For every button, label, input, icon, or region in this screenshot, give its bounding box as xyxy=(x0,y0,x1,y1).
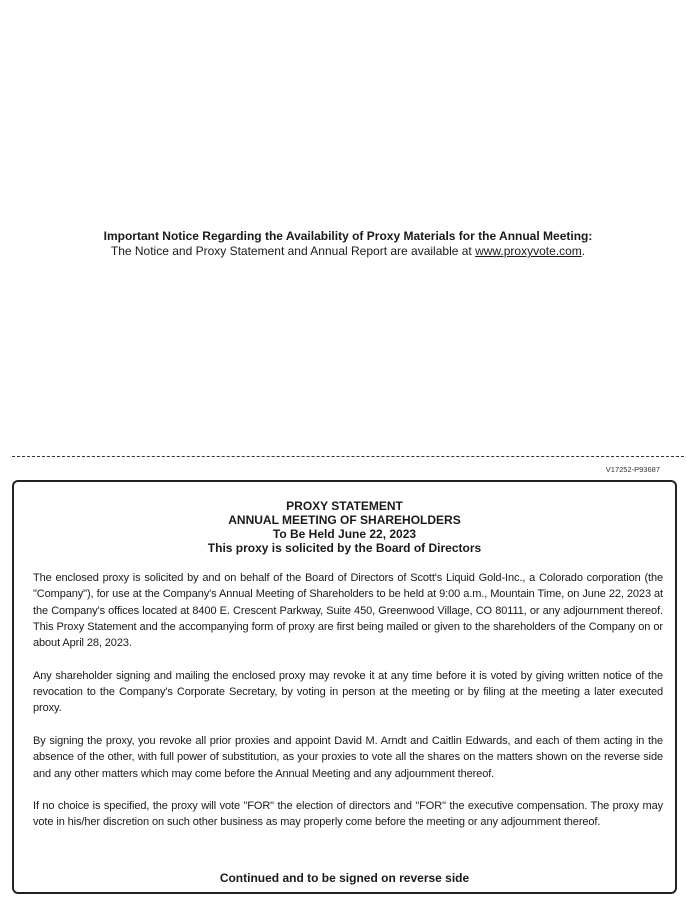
proxy-header-title: PROXY STATEMENT xyxy=(286,499,403,513)
notice-title: Important Notice Regarding the Availability of Proxy Materials for the Annual Meeting: xyxy=(103,229,593,243)
paragraph-solicitation: The enclosed proxy is solicited by and on behalf of the Board of Directors of Scott's Liquid Gold-Inc., a Colorado corporation (the "Company"), for use at the Company's Annual Meeting of Shareholders to be held at 9:00 a.m., Mountain Time, on June 22, 2023 at the Company's offices located at 8400 E. Crescent Parkway, Suite 450, Greenwood Village, CO 80111, or any adjournment thereof. This Proxy Statement and the accompanying form of proxy are first being mailed or given to the shareholders of the Company on or about April 28, 2023. xyxy=(33,572,663,650)
proxy-header-solicitation: This proxy is solicited by the Board of Directors xyxy=(207,541,482,555)
proxy-materials-notice xyxy=(0,229,696,259)
notice-text xyxy=(0,244,696,259)
perforation-line xyxy=(12,456,684,457)
notice-text-suffix: . xyxy=(581,244,586,258)
proxyvote-link[interactable]: www.proxyvote.com xyxy=(475,244,582,258)
proxy-header-date: To Be Held June 22, 2023 xyxy=(272,527,417,541)
job-code: V17252-P93687 xyxy=(605,465,660,474)
proxy-header-meeting: ANNUAL MEETING OF SHAREHOLDERS xyxy=(228,513,461,527)
paragraph-default-vote: If no choice is specified, the proxy will vote "FOR" the election of directors and "FOR" the executive compensation. The proxy may vote in his/her discretion on such other business as may properly come before the meeting or any adjournment thereof. xyxy=(33,800,663,829)
paragraph-revocation: Any shareholder signing and mailing the enclosed proxy may revoke it at any time before it is voted by giving written notice of the revocation to the Company's Corporate Secretary, by voting in person at the meeting or by filing at the meeting a later executed proxy. xyxy=(33,669,663,715)
proxy-body xyxy=(33,570,663,847)
notice-text-prefix: The Notice and Proxy Statement and Annual Report are available at xyxy=(110,244,476,258)
paragraph-appointment: By signing the proxy, you revoke all prior proxies and appoint David M. Arndt and Caitlin Edwards, and each of them acting in the absence of the other, with full power of substitution, as your proxies to vote all the shares on the matters shown on the reverse side and any other matters which may come before the Annual Meeting and any adjournment thereof. xyxy=(33,734,663,780)
proxy-footer-continued: Continued and to be signed on reverse side xyxy=(219,871,470,885)
proxy-header xyxy=(14,499,675,555)
proxy-statement-box xyxy=(12,480,677,894)
